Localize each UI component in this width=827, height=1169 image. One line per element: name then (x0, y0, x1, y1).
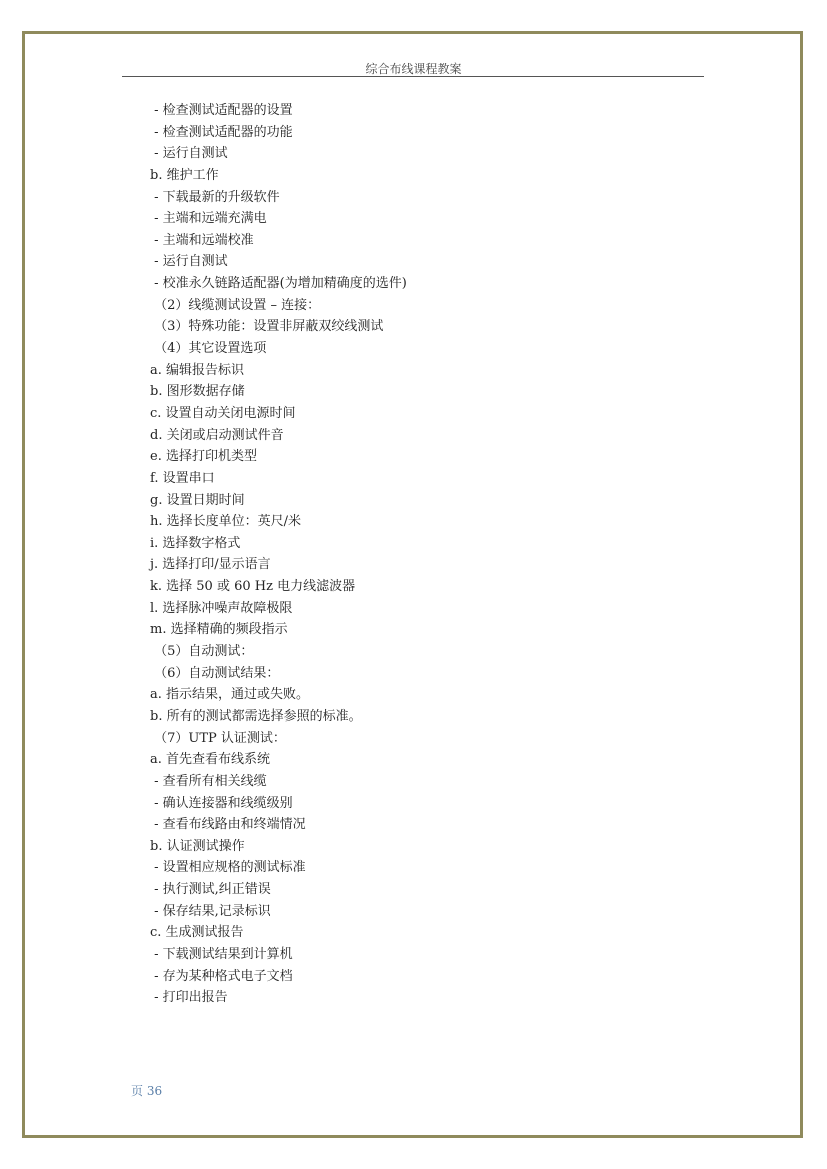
text-line: j. 选择打印/显示语言 (150, 557, 271, 573)
text-line: （7）UTP 认证测试： (150, 730, 286, 746)
text-line: - 下载最新的升级软件 (150, 189, 280, 205)
text-line: g. 设置日期时间 (150, 492, 245, 508)
text-line: - 运行自测试 (150, 146, 228, 162)
text-line: - 执行测试,纠正错误 (150, 882, 271, 898)
text-line: i. 选择数字格式 (150, 535, 241, 551)
text-line: - 下载测试结果到计算机 (150, 946, 293, 962)
text-line: a. 编辑报告标识 (150, 362, 245, 378)
text-line: f. 设置串口 (150, 470, 215, 486)
text-line: （5）自动测试： (150, 644, 254, 660)
text-line: l. 选择脉冲噪声故障极限 (150, 600, 293, 616)
text-line: （4）其它设置选项 (150, 341, 267, 357)
header-rule (122, 76, 704, 77)
text-line: - 主端和远端充满电 (150, 211, 267, 227)
text-line: c. 生成测试报告 (150, 925, 244, 941)
text-line: （2）线缆测试设置 – 连接： (150, 297, 321, 313)
text-line: - 保存结果,记录标识 (150, 903, 271, 919)
text-line: b. 所有的测试都需选择参照的标准。 (150, 708, 362, 724)
text-line: d. 关闭或启动测试件音 (150, 427, 284, 443)
text-line: - 主端和远端校准 (150, 232, 254, 248)
text-line: h. 选择长度单位：英尺/米 (150, 514, 302, 530)
text-line: （6）自动测试结果： (150, 665, 280, 681)
page-number: 页 36 (131, 1084, 163, 1098)
text-line: - 存为某种格式电子文档 (150, 968, 293, 984)
text-line: b. 维护工作 (150, 167, 219, 183)
text-line: m. 选择精确的频段指示 (150, 622, 288, 638)
text-line: k. 选择 50 或 60 Hz 电力线滤波器 (150, 579, 356, 595)
text-line: e. 选择打印机类型 (150, 449, 257, 465)
text-line: - 校准永久链路适配器(为增加精确度的选件) (150, 276, 407, 292)
text-line: - 设置相应规格的测试标准 (150, 860, 306, 876)
text-line: - 打印出报告 (150, 990, 228, 1006)
text-line: - 检查测试适配器的设置 (150, 103, 293, 118)
text-line: （3）特殊功能：设置非屏蔽双绞线测试 (150, 319, 384, 335)
text-line: c. 设置自动关闭电源时间 (150, 405, 296, 421)
text-line: - 检查测试适配器的功能 (150, 124, 293, 140)
text-line: a. 首先查看布线系统 (150, 752, 271, 768)
text-line: b. 图形数据存储 (150, 384, 245, 400)
text-line: - 运行自测试 (150, 254, 228, 270)
text-line: a. 指示结果，通过或失败。 (150, 687, 310, 703)
text-line: b. 认证测试操作 (150, 838, 245, 854)
text-line: - 查看布线路由和终端情况 (150, 817, 306, 833)
header-title: 综合布线课程教案 (365, 62, 462, 76)
text-line: - 确认连接器和线缆级别 (150, 795, 293, 811)
document-body (150, 100, 710, 1009)
text-line: - 查看所有相关线缆 (150, 773, 267, 789)
